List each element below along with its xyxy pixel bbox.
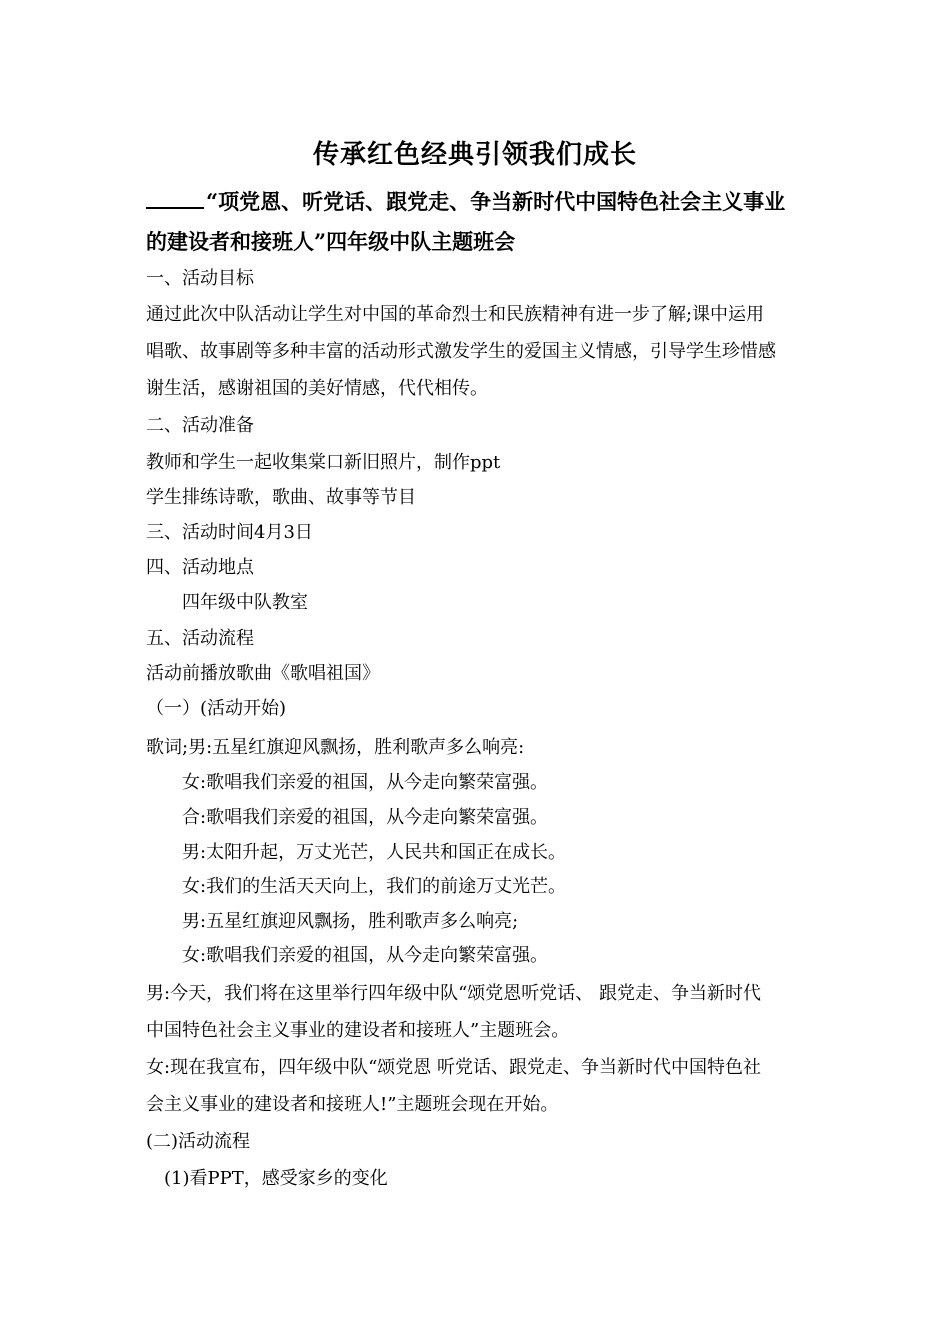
document-title: 传承红色经典引领我们成长 [312, 140, 637, 170]
body-line: (1)看PPT，感受家乡的变化 [164, 1168, 388, 1189]
section-heading-preparation: 二、活动准备 [146, 415, 254, 436]
body-line: 唱歌、故事剧等多种丰富的活动形式激发学生的爱国主义情感，引导学生珍惜感 [146, 341, 776, 362]
dialogue-line: 男:今天，我们将在这里举行四年级中队“颂党恩听党话、 跟党走、争当新时代 [146, 983, 761, 1004]
section-heading-time: 三、活动时间4月3日 [146, 522, 313, 543]
subtitle-line-1 [146, 186, 816, 216]
subsection-heading: (二)活动流程 [146, 1131, 251, 1152]
body-line: 四年级中队教室 [182, 592, 308, 613]
lyrics-line: 男:太阳升起，万丈光芒，人民共和国正在成长。 [182, 842, 567, 863]
lyrics-line: 女:歌唱我们亲爱的祖国，从今走向繁荣富强。 [182, 945, 549, 966]
lyrics-line: 男:五星红旗迎风飘扬，胜利歌声多么响亮; [182, 911, 519, 932]
body-line: 谢生活，感谢祖国的美好情感，代代相传。 [146, 378, 488, 399]
body-line: 教师和学生一起收集棠口新旧照片，制作ppt [146, 452, 501, 473]
lyrics-line: 女:歌唱我们亲爱的祖国，从今走向繁荣富强。 [182, 772, 549, 793]
subsection-heading: （一）(活动开始) [146, 698, 287, 719]
lyrics-line: 合:歌唱我们亲爱的祖国，从今走向繁荣富强。 [182, 807, 549, 828]
dialogue-line: 女:现在我宣布，四年级中队“颂党恩 听党话、跟党走、争当新时代中国特色社 [146, 1057, 761, 1078]
body-line: 通过此次中队活动让学生对中国的革命烈士和民族精神有进一步了解;课中运用 [146, 304, 765, 325]
fill-in-blank [146, 189, 204, 209]
body-line: 活动前播放歌曲《歌唱祖国》 [146, 663, 380, 684]
section-heading-process: 五、活动流程 [146, 628, 254, 649]
lyrics-line: 歌词;男:五星红旗迎风飘扬，胜利歌声多么响亮: [146, 737, 525, 758]
section-heading-goal: 一、活动目标 [146, 268, 254, 289]
subtitle-line-2: 的建设者和接班人”四年级中队主题班会 [146, 229, 516, 254]
body-line: 学生排练诗歌，歌曲、故事等节目 [146, 487, 416, 508]
lyrics-line: 女:我们的生活天天向上，我们的前途万丈光芒。 [182, 876, 567, 897]
subtitle-line-1-text: “项党恩、听党话、跟党走、争当新时代中国特色社会主义事业 [206, 189, 786, 214]
section-heading-location: 四、活动地点 [146, 557, 254, 578]
dialogue-line: 会主义事业的建设者和接班人!”主题班会现在开始。 [146, 1094, 559, 1115]
dialogue-line: 中国特色社会主义事业的建设者和接班人”主题班会。 [146, 1020, 570, 1041]
